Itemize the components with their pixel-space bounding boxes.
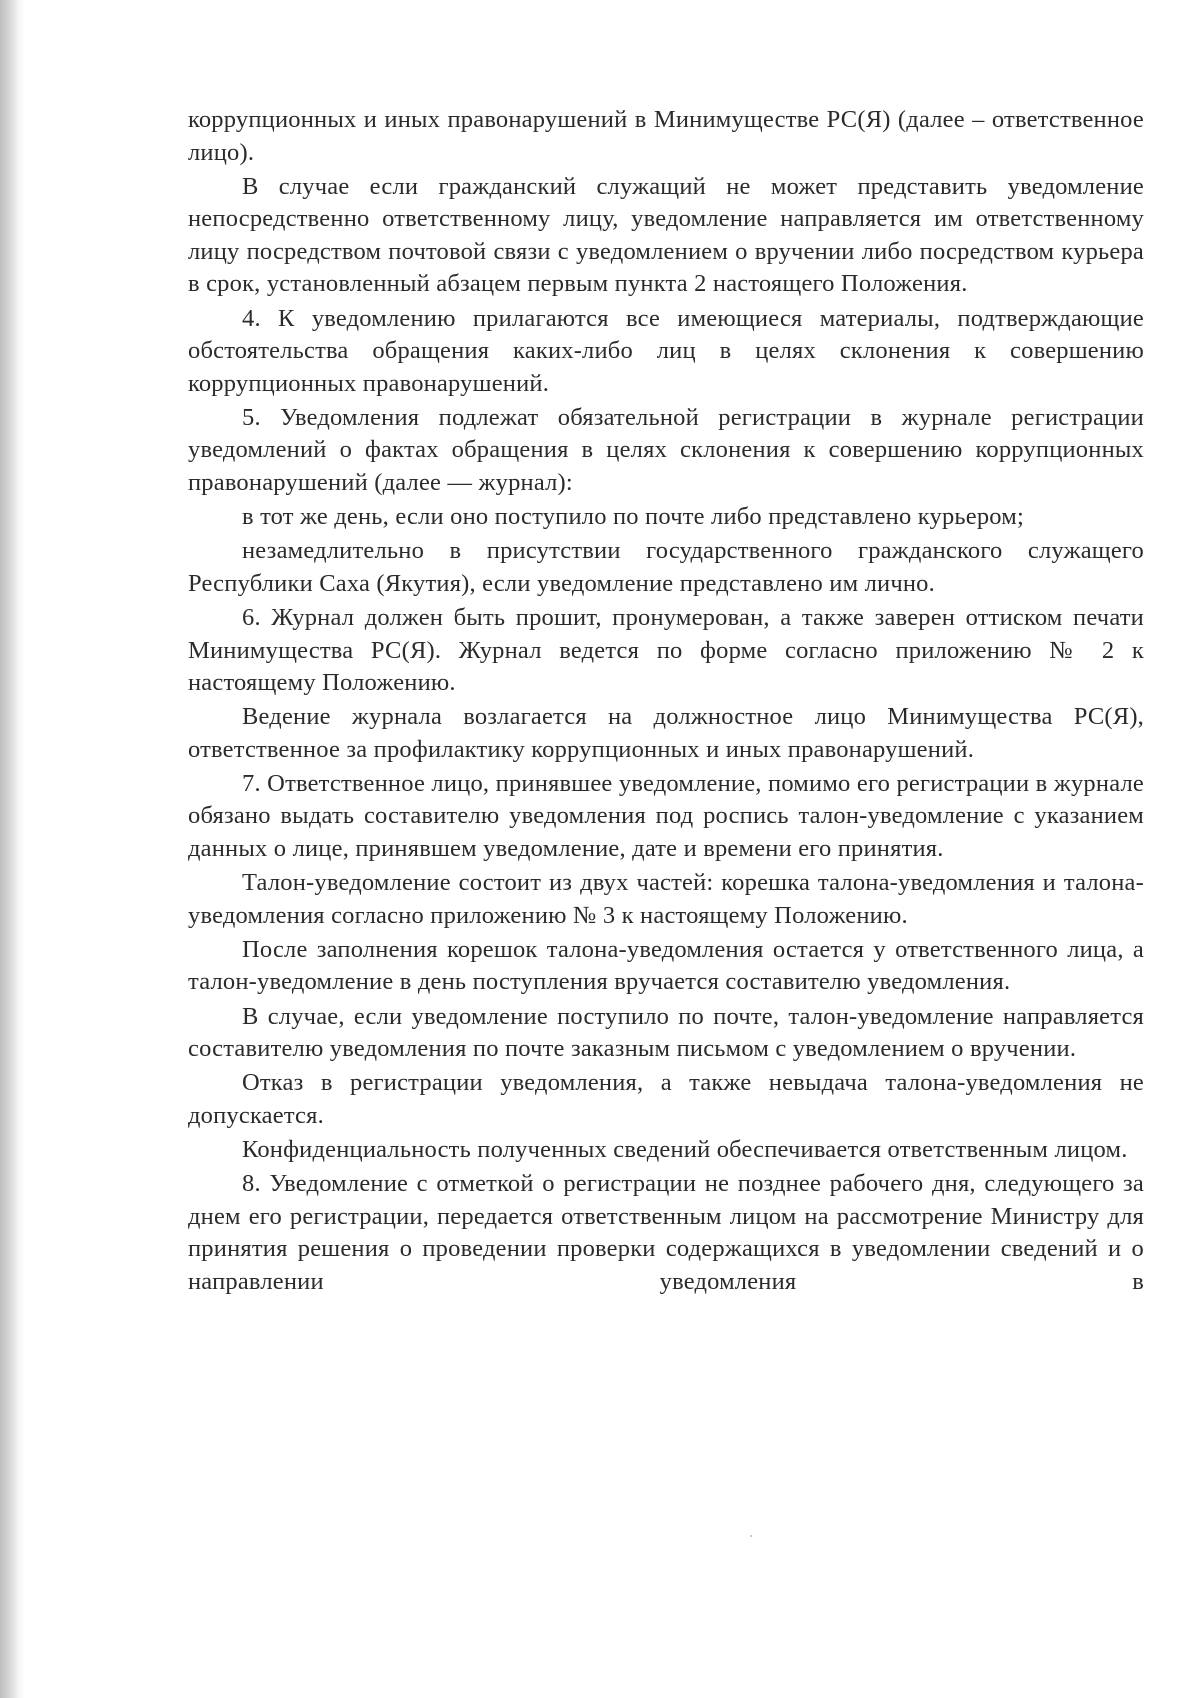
paragraph-same-day: в тот же день, если оно поступило по почте либо представлено курьером; bbox=[242, 503, 1025, 531]
paragraph-journal-keeping: Ведение журнала возлагается на должностное лицо Минимущества РС(Я), ответственное за профилактику коррупционных и иных правонарушений. bbox=[188, 703, 1144, 763]
scan-speck bbox=[750, 1535, 752, 1537]
paragraph-confidentiality: Конфиденциальность полученных сведений обеспечивается ответственным лицом. bbox=[242, 1135, 1128, 1163]
paragraph-immediately: незамедлительно в присутствии государственного гражданского служащего Республики Саха (Якутия), если уведомление представлено им лично. bbox=[188, 537, 1144, 597]
paragraph-item-7: 7. Ответственное лицо, принявшее уведомление, помимо его регистрации в журнале обязано выдать составителю уведомления под роспись талон-уведомление с указанием данных о лице, принявшем уведомление, дате и времени его принятия. bbox=[188, 769, 1144, 863]
document-page bbox=[188, 104, 1144, 1300]
paragraph-postal-delivery: В случае если гражданский служащий не может представить уведомление непосредственно ответственному лицу, уведомление направляется им ответственному лицу посредством почтовой связи с уведомлением о вручении либо посредством курьера в срок, установленный абзацем первым пункта 2 настоящего Положения. bbox=[188, 172, 1144, 298]
scan-edge-shadow bbox=[17, 0, 25, 1698]
paragraph-item-8: 8. Уведомление с отметкой о регистрации не позднее рабочего дня, следующего за днем его регистрации, передается ответственным лицом на рассмотрение Министру для принятия решения о проведении проверки содержащихся в уведомлении сведений и о направлении уведомления в bbox=[188, 1170, 1144, 1295]
paragraph-coupon-parts: Талон-уведомление состоит из двух частей: корешка талона-уведомления и талона-уведомления согласно приложению № 3 к настоящему Положению. bbox=[188, 869, 1144, 929]
paragraph-item-5: 5. Уведомления подлежат обязательной регистрации в журнале регистрации уведомлений о фактах обращения в целях склонения к совершению коррупционных правонарушений (далее — журнал): bbox=[188, 403, 1144, 497]
paragraph-by-mail: В случае, если уведомление поступило по почте, талон-уведомление направляется составителю уведомления по почте заказным письмом с уведомлением о вручении. bbox=[188, 1002, 1144, 1063]
paragraph-continuation: коррупционных и иных правонарушений в Минимуществе РС(Я) (далее – ответственное лицо). bbox=[188, 106, 1144, 166]
paragraph-after-filling: После заполнения корешок талона-уведомления остается у ответственного лица, а талон-уведомление в день поступления вручается составителю уведомления. bbox=[188, 935, 1144, 996]
paragraph-refusal: Отказ в регистрации уведомления, а также невыдача талона-уведомления не допускается. bbox=[188, 1069, 1144, 1129]
paragraph-item-6: 6. Журнал должен быть прошит, пронумерован, а также заверен оттиском печати Минимущества РС(Я). Журнал ведется по форме согласно приложению № 2 к настоящему Положению. bbox=[188, 603, 1144, 697]
paragraph-item-4: 4. К уведомлению прилагаются все имеющиеся материалы, подтверждающие обстоятельства обращения каких-либо лиц в целях склонения к совершению коррупционных правонарушений. bbox=[188, 304, 1144, 397]
scan-edge bbox=[0, 0, 17, 1698]
